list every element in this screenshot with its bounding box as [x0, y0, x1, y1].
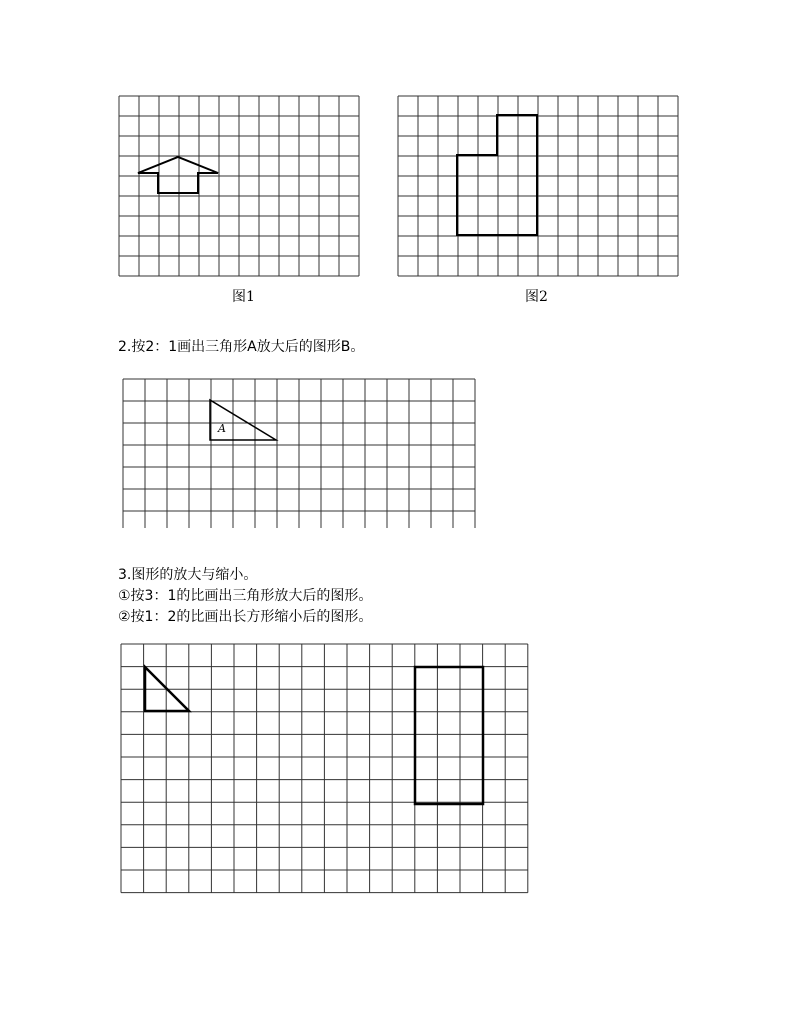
triangle-a-label: A	[218, 422, 226, 435]
figure-1-caption: 图1	[232, 289, 255, 305]
arrow-shape	[138, 157, 218, 193]
grid-question-2	[122, 378, 478, 528]
grid-figure-2-svg	[397, 95, 679, 277]
rectangle-shape	[415, 667, 483, 804]
question-3-item-1: ①按3：1的比画出三角形放大后的图形。	[118, 588, 373, 604]
l-shape	[457, 115, 537, 235]
question-3-item-2: ②按1：2的比画出长方形缩小后的图形。	[118, 609, 373, 625]
grid-figure-2	[397, 95, 679, 277]
grid-question-3-svg	[120, 643, 530, 896]
grid-question-3	[120, 643, 530, 896]
figure-2-caption: 图2	[525, 289, 548, 305]
question-2-prompt: 2.按2：1画出三角形A放大后的图形B。	[118, 339, 365, 355]
grid-figure-1-svg	[118, 95, 362, 277]
grid-figure-1	[118, 95, 362, 277]
question-3-title: 3.图形的放大与缩小。	[118, 567, 258, 583]
grid-question-2-svg	[122, 378, 478, 528]
